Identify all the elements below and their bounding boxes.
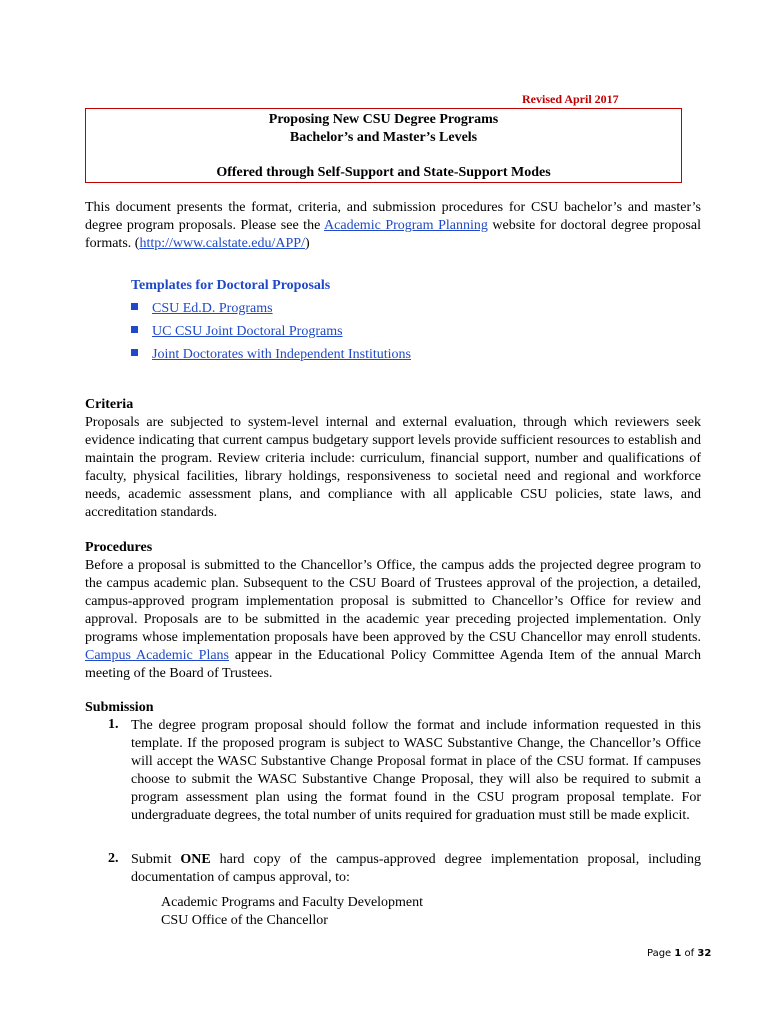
procedures-text-2: appear in the Educational Policy Committee Agenda Item of the annual March meeting of the Board of Trustees. bbox=[85, 648, 701, 681]
procedures-paragraph bbox=[85, 557, 701, 683]
revised-date: Revised April 2017 bbox=[522, 92, 619, 106]
intro-paragraph bbox=[85, 199, 701, 253]
calstate-app-url-link[interactable]: http://www.calstate.edu/APP/ bbox=[139, 236, 305, 251]
template-item-joint-doctorates bbox=[131, 347, 411, 363]
title-box bbox=[85, 108, 682, 183]
square-bullet-icon bbox=[131, 326, 138, 333]
item2-text-pre: Submit bbox=[131, 852, 181, 867]
submission-item-1: The degree program proposal should follow the format and include information requested in this template. If the proposed program is subject to WASC Substantive Change, the Chancellor’s Office will accept the WASC Substantive Change Proposal format in place of the CSU format. If campuses choose to submit the WASC Substantive Change Proposal, they will also be required to submit a program assessment plan using the format found in the CSU program proposal template. For undergraduate degrees, the total number of units required for graduation must still be made explicit. bbox=[131, 718, 701, 823]
title-line-3: Offered through Self-Support and State-Support Modes bbox=[216, 165, 551, 180]
square-bullet-icon bbox=[131, 349, 138, 356]
intro-text-1: This document presents the format, criteria, and submission procedures for CSU bachelor’s and master’s degree program proposals. Please see the bbox=[85, 200, 701, 233]
csu-edd-programs-link[interactable]: CSU Ed.D. Programs bbox=[152, 301, 273, 316]
page-label: Page bbox=[647, 948, 675, 959]
templates-heading: Templates for Doctoral Proposals bbox=[131, 278, 331, 293]
page-number: 1 bbox=[674, 948, 682, 959]
submission-heading: Submission bbox=[85, 700, 154, 715]
title-line-1: Proposing New CSU Degree Programs bbox=[268, 112, 499, 127]
title-line-2: Bachelor’s and Master’s Levels bbox=[289, 130, 478, 145]
address-line-1: Academic Programs and Faculty Development bbox=[161, 895, 424, 910]
intro-text-3: ) bbox=[304, 236, 310, 251]
square-bullet-icon bbox=[131, 303, 138, 310]
procedures-heading: Procedures bbox=[85, 540, 153, 555]
page-footer bbox=[647, 948, 711, 959]
intro-text-2: website for doctoral degree proposal formats. ( bbox=[85, 218, 701, 251]
submission-item-2 bbox=[131, 851, 701, 887]
procedures-text-1: Before a proposal is submitted to the Chancellor’s Office, the campus adds the projected degree program to the campus academic plan. Subsequent to the CSU Board of Trustees approval of the projection, a detailed, campus-approved program implementation proposal is submitted to Chancellor’s Office for review and approval. Proposals are to be submitted in the academic year preceding projected implementation. Only programs whose implementation proposals have been approved by the CSU Chancellor may enroll students. bbox=[85, 558, 701, 645]
item2-text-post: hard copy of the campus-approved degree implementation proposal, including documentation of campus approval, to: bbox=[131, 852, 701, 885]
list-number-2: 2. bbox=[108, 851, 119, 866]
item2-text-bold: ONE bbox=[180, 852, 211, 867]
address-line-2: CSU Office of the Chancellor bbox=[161, 913, 328, 928]
campus-academic-plans-link[interactable]: Campus Academic Plans bbox=[85, 648, 229, 663]
page-total: 32 bbox=[697, 948, 712, 959]
template-item-uc-csu bbox=[131, 324, 343, 340]
template-item-edd bbox=[131, 301, 273, 317]
of-label: of bbox=[681, 948, 698, 959]
criteria-heading: Criteria bbox=[85, 397, 134, 412]
criteria-paragraph: Proposals are subjected to system-level internal and external evaluation, through which reviewers seek evidence indicating that current campus budgetary support levels provide sufficient resources to establish and maintain the program. Review criteria include: curriculum, financial support, number and qualifications of faculty, physical facilities, library holdings, responsiveness to societal need and regional and workforce needs, academic assessment plans, and compliance with all applicable CSU policies, state laws, and accreditation standards. bbox=[85, 415, 701, 520]
uc-csu-joint-doctoral-link[interactable]: UC CSU Joint Doctoral Programs bbox=[152, 324, 343, 339]
joint-doctorates-link[interactable]: Joint Doctorates with Independent Institutions bbox=[152, 347, 411, 362]
academic-program-planning-link[interactable]: Academic Program Planning bbox=[324, 218, 488, 233]
list-number-1: 1. bbox=[108, 717, 119, 732]
